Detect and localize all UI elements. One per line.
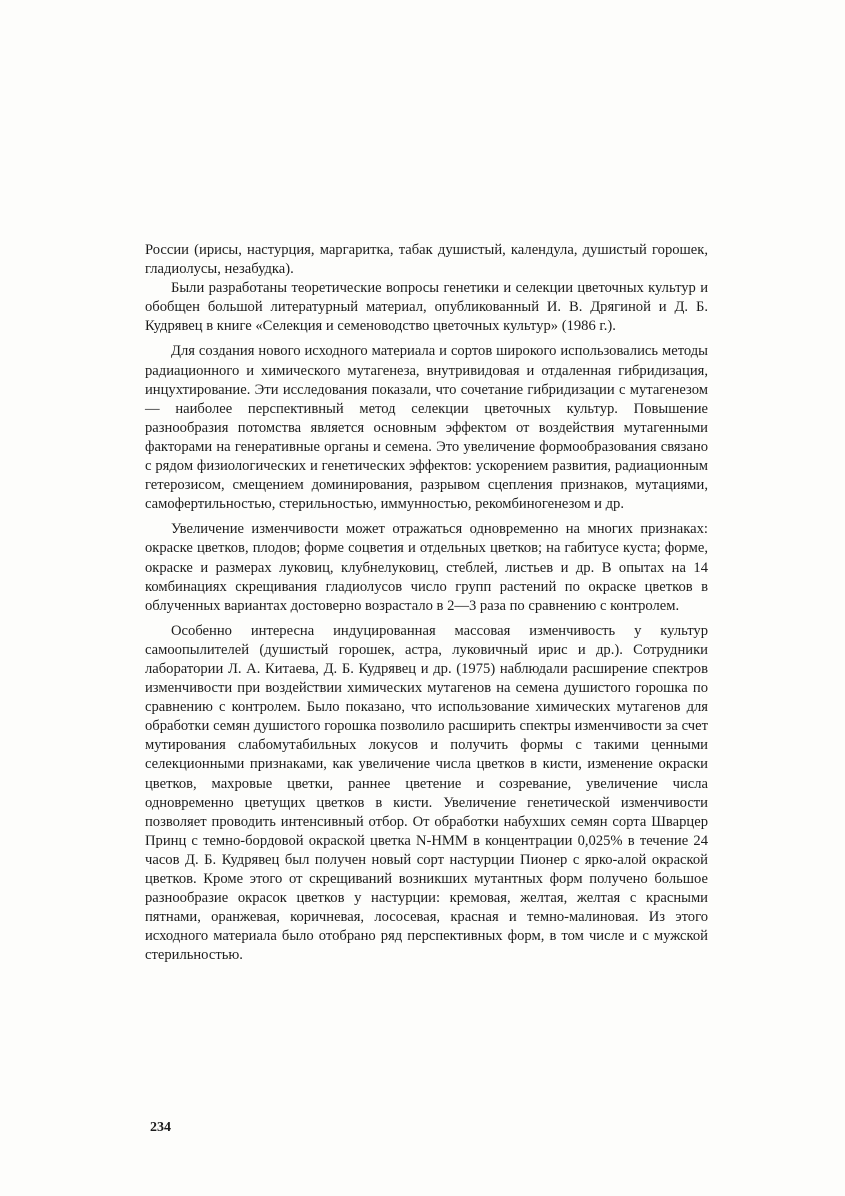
paragraph-continuation: России (ирисы, настурция, маргаритка, табак душистый, календула, душистый горошек, гладиолусы, незабудка). [145,242,708,278]
paragraph-theory: Были разработаны теоретические вопросы генетики и селекции цветочных культур и обобщен большой литературный материал, опубликованный И. В. Дрягиной и Д. Б. Кудрявец в книге «Селекция и семеноводство цветочных культур» (1986 г.). [145,280,708,335]
page-number: 234 [150,1120,171,1135]
paragraph-methods: Для создания нового исходного материала и сортов широкого использовались методы радиационного и химического мутагенеза, внутривидовая и отдаленная гибридизация, инцухтирование. Эти исследования показали, что сочетание гибридизации с мутагенезом — наиболее перспективный метод селекции цветочных культур. Повышение разнообразия потомства является основным эффектом от воздействия мутагенными факторами на генеративные органы и семена. Это увеличение формообразования связано с рядом физиологических и генетических эффектов: ускорением развития, радиационным гетерозисом, смещением доминирования, разрывом сцепления признаков, мутациями, самофертильностью, стерильностью, иммунностью, рекомбиногенезом и др. [145,343,708,513]
paragraph-self-pollinators: Особенно интересна индуцированная массовая изменчивость у культур самоопылителей (душистый горошек, астра, луковичный ирис и др.). Сотрудники лаборатории Л. А. Китаева, Д. Б. Кудрявец и др. (1975) наблюдали расширение спектров изменчивости при воздействии химических мутагенов на семена душистого горошка по сравнению с контролем. Было показано, что использование химических мутагенов для обработки семян душистого горошка позволило расширить спектры изменчивости за счет мутирования слабомутабильных локусов и получить формы с такими ценными селекционными признаками, как увеличение числа цветков в кисти, изменение окраски цветков, махровые цветки, раннее цветение и созревание, увеличение числа одновременно цветущих цветков в кисти. Увеличение генетической изменчивости позволяет проводить интенсивный отбор. От обработки набухших семян сорта Шварцер Принц с темно-бордовой окраской цветка N-НММ в концентрации 0,025% в течение 24 часов Д. Б. Кудрявец был получен новый сорт настурции Пионер с ярко-алой окраской цветков. Кроме этого от скрещиваний возникших мутантных форм получено большое разнообразие окрасок цветков у настурции: кремовая, желтая, желтая с красными пятнами, оранжевая, коричневая, лососевая, красная и темно-малиновая. Из этого исходного материала было отобрано ряд перспективных форм, в том числе и с мужской стерильностью. [145,622,708,964]
main-text [145,241,708,965]
paragraph-variability: Увеличение изменчивости может отражаться одновременно на многих признаках: окраске цветков, плодов; форме соцветия и отдельных цветков; на габитусе куста; форме, окраске и размерах луковиц, клубнелуковиц, стеблей, листьев и др. В опытах на 14 комбинациях скрещивания гладиолусов число групп растений по окраске цветков в облученных вариантах достоверно возрастало в 2—3 раза по сравнению с контролем. [145,521,708,614]
